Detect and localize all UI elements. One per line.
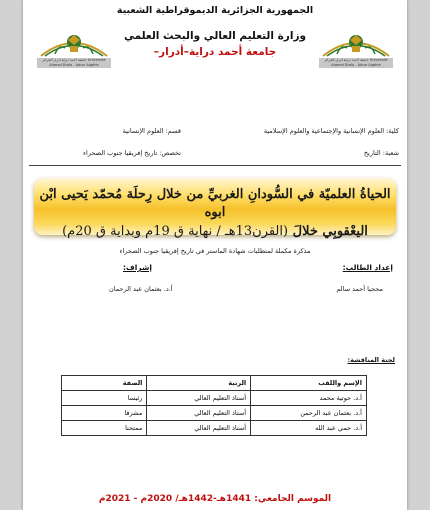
student-name: محجبا أحمد سالم <box>336 285 383 293</box>
meta-row-faculty <box>31 127 399 135</box>
thesis-title-box <box>34 178 396 239</box>
document-page <box>23 0 407 510</box>
supervision-label: إشراف: <box>123 263 152 272</box>
member-role: رئيسا <box>62 391 147 406</box>
member-name: أ.د. حمي عبد الله <box>251 421 367 436</box>
faculty: كلية: العلوم الإنسانية والإجتماعية والعلوم الإسلامية <box>263 127 399 135</box>
logo-caption-right: جامعة أحمد دراية أدرار الجزائر Université Ahmed Draïa - Adrar Algérie <box>319 58 393 68</box>
university-logo-right <box>317 26 395 68</box>
table-row <box>62 391 367 406</box>
column-header-rank: الرتبة <box>147 376 251 391</box>
member-name: أ.د. حوتية محمد <box>251 391 367 406</box>
thesis-title-line1: الحياةُ العلميّة في السُّودانِ الغربيِّ من خلال رِحلَة مُحمّد يَحيى ابْن ابوه <box>39 187 391 220</box>
university-emblem-icon <box>35 26 113 60</box>
committee-label: لجنة المناقشة: <box>347 356 395 364</box>
thesis-title-line2 <box>34 222 396 242</box>
column-header-role: الصفة <box>62 376 147 391</box>
member-rank: أستاذ التعليم العالي <box>147 391 251 406</box>
divider <box>29 165 401 166</box>
specialty: تخصص: تاريخ إفريقيا جنوب الصحراء <box>82 149 181 157</box>
member-rank: أستاذ التعليم العالي <box>147 421 251 436</box>
thesis-subtitle: مذكرة مكملة لمتطلبات شهادة الماستر في تاريخ إفريقيا جنوب الصحراء <box>119 247 311 255</box>
table-row <box>62 406 367 421</box>
column-header-name: الإسم واللقب <box>251 376 367 391</box>
supervisor-name: أ.د. بعثمان عبد الرحمان <box>109 285 173 293</box>
department: قسم: العلوم الإنسانية <box>122 127 181 135</box>
university-name: جامعة أحمد دراية–أدرار– <box>153 46 277 58</box>
thesis-title-line2-main: اليعْقوبِي خلالَ <box>292 224 368 239</box>
committee-header-row <box>62 376 367 391</box>
meta-row-branch <box>31 149 399 157</box>
branch: شعبة: التاريخ <box>363 149 399 157</box>
prepared-by-label: إعداد الطالب: <box>342 263 393 272</box>
academic-year: الموسم الجامعي: 1441هـ-1442هـ/ 2020م - 2021م <box>98 494 332 504</box>
ministry-name: وزارة التعليم العالي والبحث العلمي <box>123 30 307 42</box>
logo-caption-left: جامعة أحمد دراية أدرار الجزائر Université Ahmed Draïa - Adrar Algérie <box>37 58 111 68</box>
university-emblem-icon <box>317 26 395 60</box>
thesis-title-period: (القرن13هـ / نهاية ق 19م وبداية ق 20م) <box>62 224 289 239</box>
committee-table <box>61 375 367 436</box>
member-role: مشرفا <box>62 406 147 421</box>
member-role: ممتحنا <box>62 421 147 436</box>
republic-name: الجمهورية الجزائرية الديموقراطية الشعبية <box>116 5 314 16</box>
university-logo-left <box>35 26 113 68</box>
member-name: أ.د. بعثمان عبد الرحمن <box>251 406 367 421</box>
member-rank: أستاذ التعليم العالي <box>147 406 251 421</box>
table-row <box>62 421 367 436</box>
